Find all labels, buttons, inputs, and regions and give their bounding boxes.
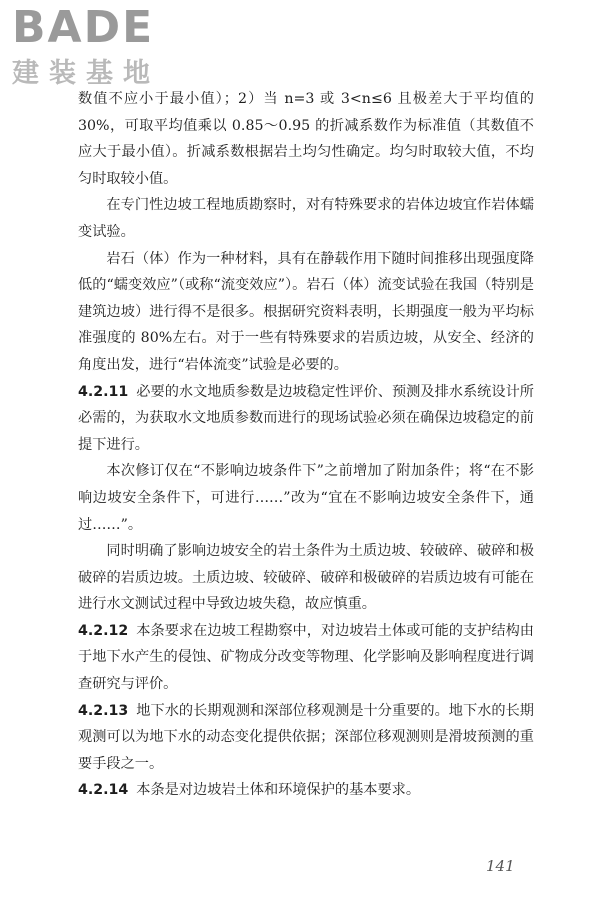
paragraph-continuation (78, 86, 534, 192)
document-body (78, 86, 534, 804)
paragraph-text: 数值不应小于最小值）；2）当 n=3 或 3<n≤6 且极差大于平均值的 30%，可取平均值乘以 0.85～0.95 的折减系数作为标准值（其数值不应大于最小值）。折减系数根据岩土均匀性确定。均匀时取较大值，不均匀时取较小值。 (78, 91, 534, 187)
paragraph-text: 同时明确了影响边坡安全的岩土条件为土质边坡、较破碎、破碎和极破碎的岩质边坡。土质边坡、较破碎、破碎和极破碎的岩质边坡有可能在进行水文测试过程中导致边坡失稳，故应慎重。 (78, 543, 534, 613)
clause-4-2-12 (78, 618, 534, 698)
paragraph-text: 在专门性边坡工程地质勘察时，对有特殊要求的岩体边坡宜作岩体蠕变试验。 (78, 197, 534, 240)
clause-4-2-11 (78, 379, 534, 459)
paragraph-text: 本次修订仅在“不影响边坡条件下”之前增加了附加条件；将“在不影响边坡安全条件下，可进行……”改为“宜在不影响边坡安全条件下，通过……”。 (78, 463, 534, 533)
paragraph-creep-test (78, 192, 534, 245)
section-number: 4.2.11 (78, 383, 129, 400)
section-number: 4.2.13 (78, 702, 129, 719)
watermark-brand: BADE (12, 2, 155, 53)
clause-4-2-14 (78, 777, 534, 804)
paragraph-text: 本条要求在边坡工程勘察中，对边坡岩土体或可能的支护结构由于地下水产生的侵蚀、矿物成分改变等物理、化学影响及影响程度进行调查研究与评价。 (78, 622, 534, 693)
page-number: 141 (486, 857, 515, 875)
paragraph-slope-conditions (78, 538, 534, 618)
watermark-logo (12, 4, 182, 94)
watermark-subtitle: 建装基地 (12, 58, 160, 89)
paragraph-revision-note (78, 458, 534, 538)
paragraph-text: 本条是对边坡岩土体和环境保护的基本要求。 (136, 782, 421, 799)
clause-4-2-13 (78, 698, 534, 778)
section-number: 4.2.12 (78, 622, 129, 639)
paragraph-text: 地下水的长期观测和深部位移观测是十分重要的。地下水的长期观测可以为地下水的动态变化提供依据；深部位移观测则是滑坡预测的重要手段之一。 (78, 702, 534, 772)
paragraph-rheology (78, 246, 534, 379)
section-number: 4.2.14 (78, 782, 129, 799)
paragraph-text: 必要的水文地质参数是边坡稳定性评价、预测及排水系统设计所必需的，为获取水文地质参数而进行的现场试验必须在确保边坡稳定的前提下进行。 (78, 383, 534, 453)
paragraph-text: 岩石（体）作为一种材料，具有在静载作用下随时间推移出现强度降低的“蠕变效应”（或称“流变效应”）。岩石（体）流变试验在我国（特别是建筑边坡）进行得不是很多。根据研究资料表明，长期强度一般为平均标准强度的 80%左右。对于一些有特殊要求的岩质边坡，从安全、经济的角度出发，进行“岩体流变”试验是必要的。 (78, 250, 534, 373)
